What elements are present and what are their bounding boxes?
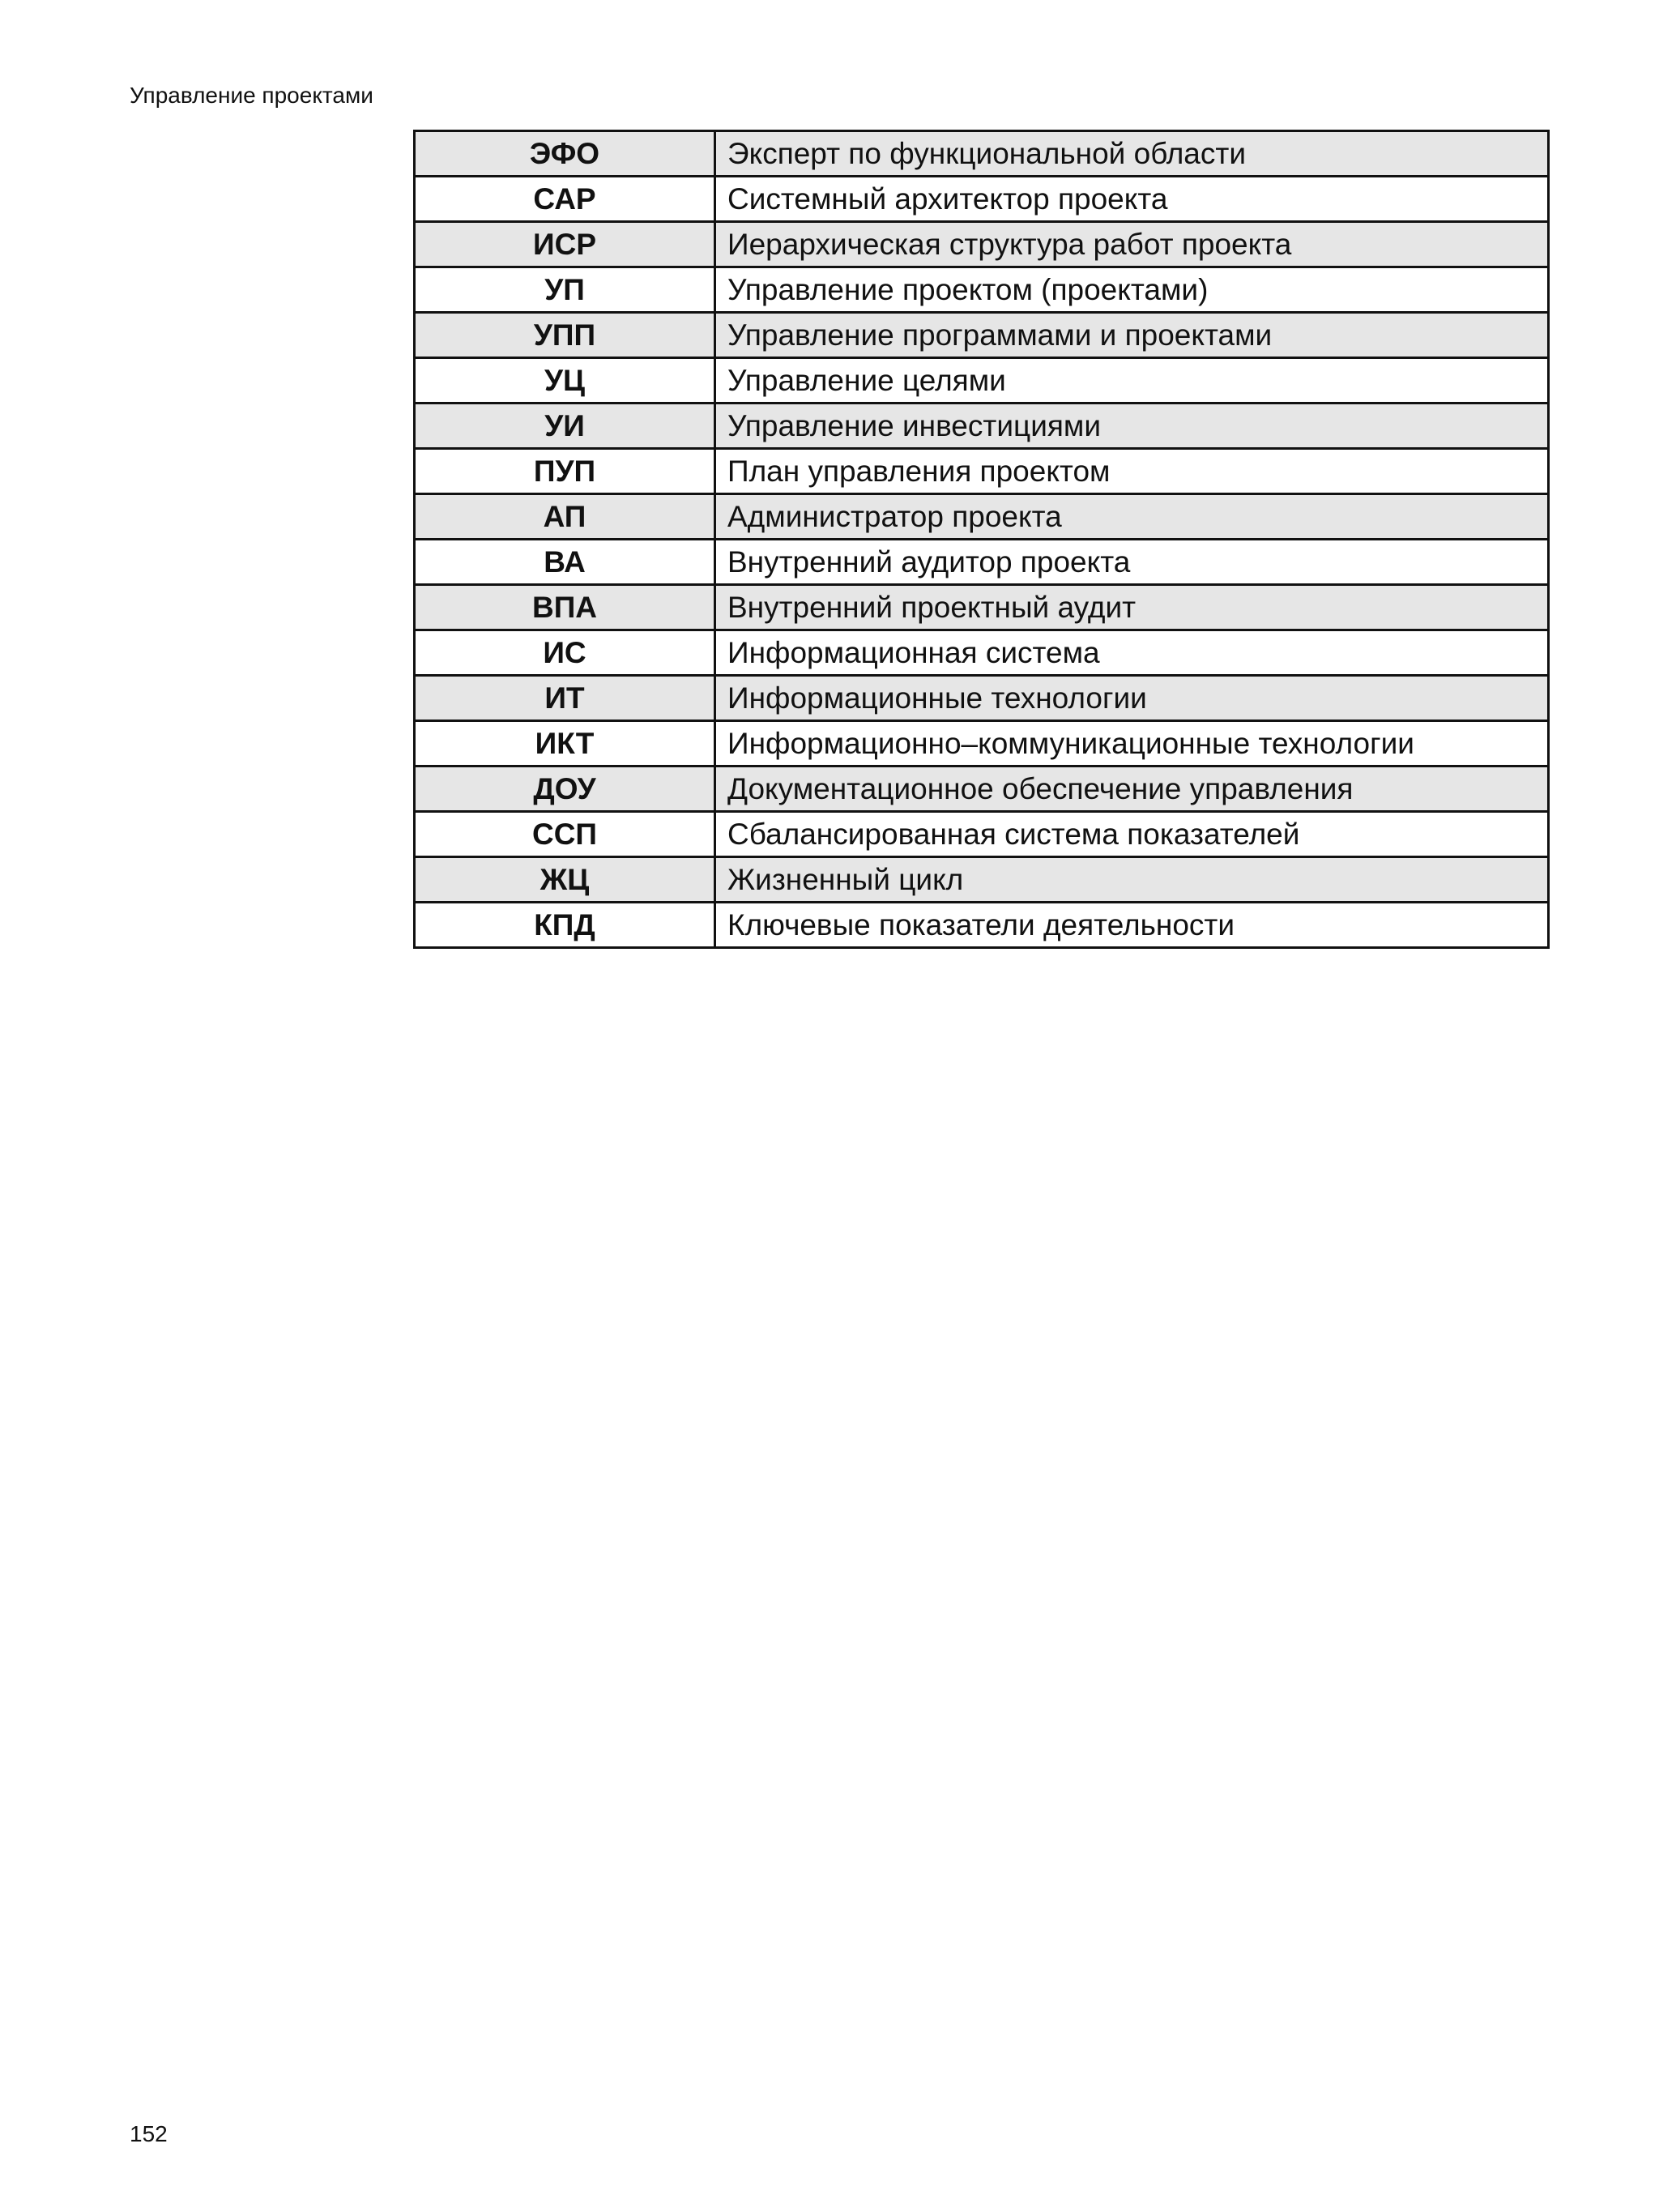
definition-cell: Ключевые показатели деятельности [715, 903, 1549, 948]
definition-cell: План управления проектом [715, 449, 1549, 494]
table-row [415, 857, 1549, 903]
definition-cell: Информационные технологии [715, 676, 1549, 721]
abbreviation-cell: ИС [415, 630, 715, 676]
definition-cell: Информационно–коммуникационные технологии [715, 721, 1549, 767]
abbreviation-cell: ВПА [415, 585, 715, 630]
table-row [415, 404, 1549, 449]
abbreviation-cell: ИКТ [415, 721, 715, 767]
table-row [415, 494, 1549, 540]
definition-cell: Администратор проекта [715, 494, 1549, 540]
table-row [415, 131, 1549, 177]
definition-cell: Иерархическая структура работ проекта [715, 222, 1549, 267]
table-row [415, 449, 1549, 494]
abbreviation-cell: КПД [415, 903, 715, 948]
table-row [415, 676, 1549, 721]
abbreviation-cell: ПУП [415, 449, 715, 494]
definition-cell: Эксперт по функциональной области [715, 131, 1549, 177]
abbreviation-cell: ВА [415, 540, 715, 585]
table-row [415, 267, 1549, 313]
abbreviation-cell: УИ [415, 404, 715, 449]
page-number: 152 [130, 2121, 168, 2146]
table-row [415, 630, 1549, 676]
running-header: Управление проектами [130, 83, 373, 108]
table-row [415, 358, 1549, 404]
table-row [415, 177, 1549, 222]
definition-cell: Внутренний проектный аудит [715, 585, 1549, 630]
abbreviation-cell: ЖЦ [415, 857, 715, 903]
table-row [415, 313, 1549, 358]
definition-cell: Управление проектом (проектами) [715, 267, 1549, 313]
abbreviation-cell: ДОУ [415, 767, 715, 812]
definition-cell: Управление программами и проектами [715, 313, 1549, 358]
abbreviations-table [413, 130, 1550, 949]
table-row [415, 222, 1549, 267]
abbreviation-cell: УП [415, 267, 715, 313]
definition-cell: Внутренний аудитор проекта [715, 540, 1549, 585]
table-row [415, 585, 1549, 630]
definition-cell: Жизненный цикл [715, 857, 1549, 903]
table-row [415, 903, 1549, 948]
definition-cell: Системный архитектор проекта [715, 177, 1549, 222]
table-row [415, 540, 1549, 585]
table-row [415, 721, 1549, 767]
table-row [415, 767, 1549, 812]
abbreviation-cell: ИТ [415, 676, 715, 721]
definition-cell: Управление инвестициями [715, 404, 1549, 449]
definition-cell: Управление целями [715, 358, 1549, 404]
abbreviation-cell: УПП [415, 313, 715, 358]
abbreviation-cell: АП [415, 494, 715, 540]
abbreviation-cell: ССП [415, 812, 715, 857]
abbreviation-cell: УЦ [415, 358, 715, 404]
abbreviation-cell: САР [415, 177, 715, 222]
definition-cell: Информационная система [715, 630, 1549, 676]
abbreviation-cell: ИСР [415, 222, 715, 267]
table-row [415, 812, 1549, 857]
definition-cell: Документационное обеспечение управления [715, 767, 1549, 812]
definition-cell: Сбалансированная система показателей [715, 812, 1549, 857]
abbreviation-cell: ЭФО [415, 131, 715, 177]
